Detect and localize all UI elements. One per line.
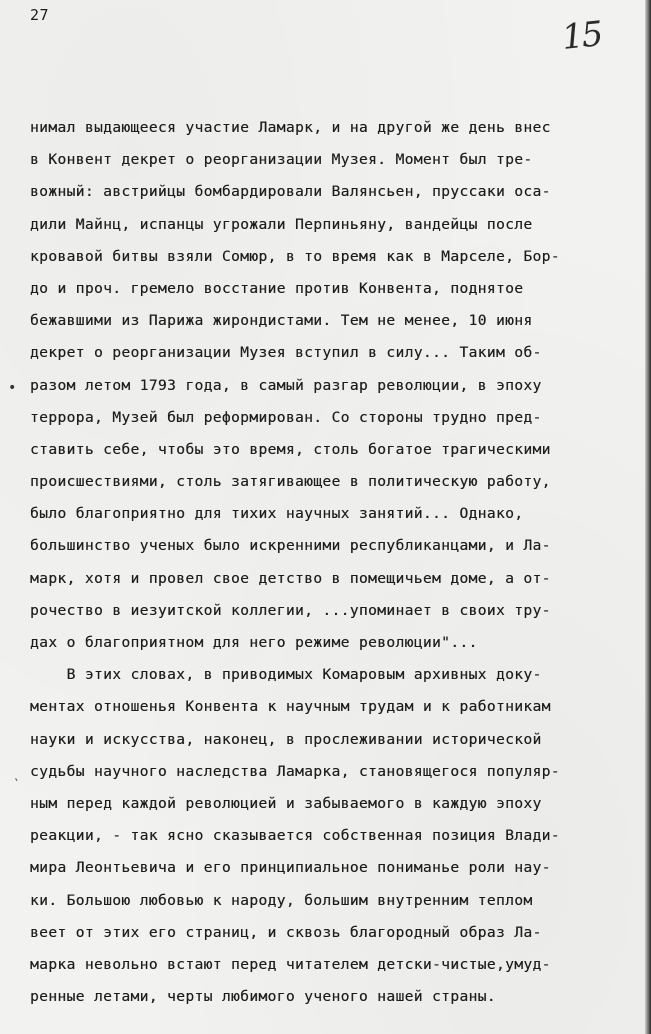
text-line: марк, хотя и провел свое детство в помещичьем доме, а от- xyxy=(30,569,551,587)
text-line: судьбы научного наследства Ламарка, становящегося популяр- xyxy=(30,762,560,780)
margin-pen-mark: ‵ xyxy=(12,777,21,793)
text-line: кровавой битвы взяли Сомюр, в то время как в Марселе, Бор- xyxy=(30,247,560,265)
text-line: большинство ученых было искренними республиканцами, и Ла- xyxy=(30,537,551,555)
page-number: 27 xyxy=(30,6,50,24)
text-line: ки. Большою любовью к народу, большим внутренним теплом xyxy=(30,891,533,909)
text-line: террора, Музей был реформирован. Со стороны трудно пред- xyxy=(30,408,542,426)
text-line: ренные летами, черты любимого ученого нашей страны. xyxy=(30,988,496,1006)
text-line: науки и искусства, наконец, в прослеживании исторической xyxy=(30,730,542,748)
text-line: декрет о реорганизации Музея вступил в силу... Таким об- xyxy=(30,344,542,362)
text-line: ментах отношенья Конвента к научным трудам и к работникам xyxy=(30,698,551,716)
text-line: нимал выдающееся участие Ламарк, и на другой же день внес xyxy=(30,119,551,136)
scan-edge-shadow xyxy=(645,0,651,1034)
text-line: разом летом 1793 года, в самый разгар революции, в эпоху xyxy=(30,376,542,394)
text-line: реакции, - так ясно сказывается собственная позиция Влади- xyxy=(30,827,560,845)
text-line: марка невольно встают перед читателем детски-чистые,умуд- xyxy=(30,955,551,973)
text-line: дили Майнц, испанцы угрожали Перпиньяну, вандейцы после xyxy=(30,215,533,233)
text-line: веет от этих его страниц, и сквозь благородный образ Ла- xyxy=(30,923,542,941)
handwritten-page-number: 15 xyxy=(560,14,604,58)
text-line: до и проч. гремело восстание против Конвента, поднятое xyxy=(30,279,524,297)
text-line: мира Леонтьевича и его принципиальное пониманье роли нау- xyxy=(30,859,551,877)
text-line: рочество в иезуитской коллегии, ...упоминает в своих тру- xyxy=(30,601,551,619)
margin-dot-mark: • xyxy=(8,380,17,396)
text-line: ным перед каждой революцией и забываемого в каждую эпоху xyxy=(30,794,542,812)
text-line: ставить себе, чтобы это время, столь богатое трагическими xyxy=(30,440,551,458)
text-line: происшествиями, столь затягивающее в политическую работу, xyxy=(30,473,551,491)
text-line: вожный: австрийцы бомбардировали Валянсьен, пруссаки оса- xyxy=(30,183,551,201)
text-line: бежавшими из Парижа жирондистами. Тем не менее, 10 июня xyxy=(30,312,533,330)
text-line: в Конвент декрет о реорганизации Музея. Момент был тре- xyxy=(30,151,533,169)
text-line: В этих словах, в приводимых Комаровым архивных доку- xyxy=(30,666,542,684)
typed-text-body xyxy=(30,112,645,1013)
text-line: дах о благоприятном для него режиме революции"... xyxy=(30,634,478,651)
text-line: было благоприятно для тихих научных занятий... Однако, xyxy=(30,505,524,523)
